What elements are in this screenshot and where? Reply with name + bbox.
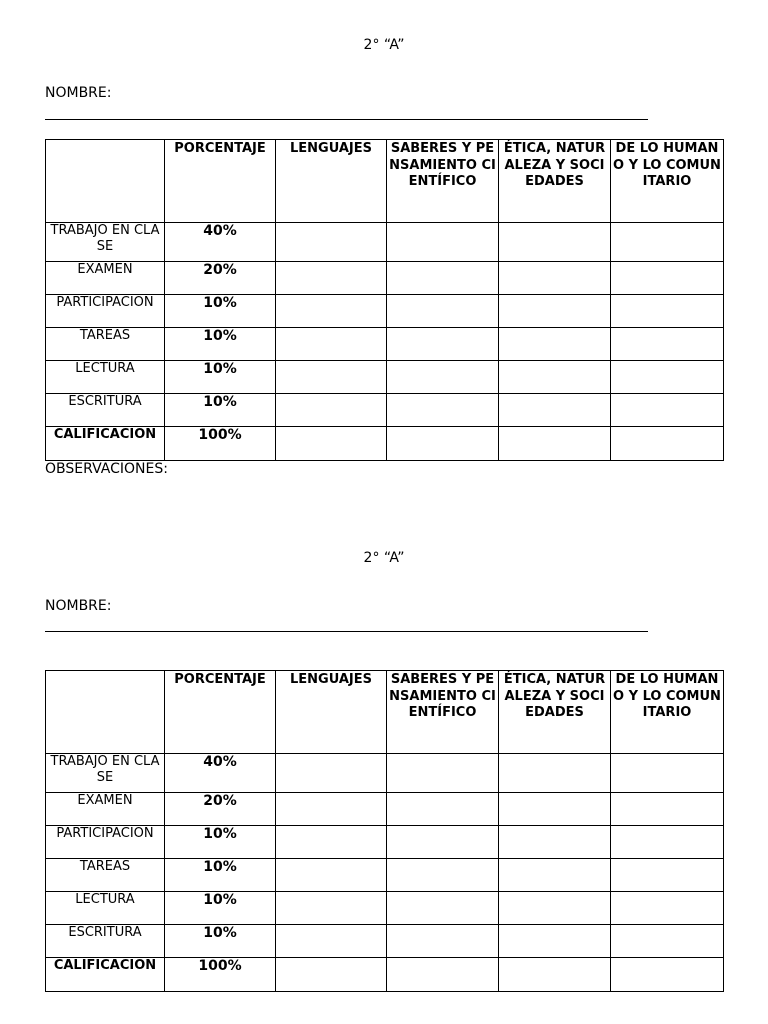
grade-cell[interactable] [276,859,387,892]
row-label: EXAMEN [46,793,165,826]
grade-cell[interactable] [499,925,611,958]
grade-cell[interactable] [276,793,387,826]
row-label: PARTICIPACIÓN [46,826,165,859]
grade-cell[interactable] [276,223,387,262]
grade-cell[interactable] [499,793,611,826]
header-porcentaje: PORCENTAJE [165,671,276,754]
nombre-line [45,119,648,120]
grade-cell[interactable] [276,754,387,793]
grade-cell[interactable] [387,361,499,394]
row-label: PARTICIPACIÓN [46,295,165,328]
grade-cell[interactable] [276,826,387,859]
grades-table [45,670,724,992]
table-row [46,892,724,925]
grade-cell[interactable] [499,427,611,461]
grade-cell[interactable] [387,793,499,826]
grade-cell[interactable] [387,754,499,793]
grade-cell[interactable] [387,295,499,328]
table-row [46,826,724,859]
header-etica: ÉTICA, NATURALEZA Y SOCIEDADES [499,140,611,223]
header-saberes: SABERES Y PENSAMIENTO CIENTÍFICO [387,140,499,223]
grade-cell[interactable] [611,223,724,262]
row-label: LECTURA [46,361,165,394]
grade-cell[interactable] [611,328,724,361]
row-label: TRABAJO EN CLASE [46,223,165,262]
grade-cell[interactable] [387,925,499,958]
table-row [46,859,724,892]
grade-cell[interactable] [499,859,611,892]
row-percentage: 40% [165,754,276,793]
row-label: LECTURA [46,892,165,925]
grade-cell[interactable] [276,328,387,361]
grade-cell[interactable] [499,826,611,859]
grade-cell[interactable] [611,361,724,394]
row-percentage: 100% [165,958,276,992]
row-label: ESCRITURA [46,925,165,958]
header-humano: DE LO HUMANO Y LO COMUNITARIO [611,671,724,754]
form-title: 2° “A” [363,550,405,566]
table-row [46,223,724,262]
grade-cell[interactable] [611,427,724,461]
nombre-line [45,631,648,632]
row-percentage: 10% [165,328,276,361]
grades-table [45,139,724,461]
grade-cell[interactable] [611,793,724,826]
grade-cell[interactable] [276,427,387,461]
grade-cell[interactable] [387,958,499,992]
row-percentage: 10% [165,925,276,958]
table-row [46,328,724,361]
grade-cell[interactable] [387,223,499,262]
table-row [46,427,724,461]
grade-cell[interactable] [276,394,387,427]
grade-cell[interactable] [387,262,499,295]
header-row [46,671,724,754]
row-percentage: 10% [165,892,276,925]
row-percentage: 100% [165,427,276,461]
grade-cell[interactable] [499,892,611,925]
grade-cell[interactable] [499,361,611,394]
form-title: 2° “A” [363,37,405,53]
header-lenguajes: LENGUAJES [276,671,387,754]
grade-cell[interactable] [611,826,724,859]
row-percentage: 10% [165,394,276,427]
header-blank [46,140,165,223]
grade-cell[interactable] [387,427,499,461]
row-percentage: 20% [165,262,276,295]
grade-cell[interactable] [387,394,499,427]
header-saberes: SABERES Y PENSAMIENTO CIENTÍFICO [387,671,499,754]
grade-cell[interactable] [499,754,611,793]
grade-cell[interactable] [611,958,724,992]
row-percentage: 40% [165,223,276,262]
row-percentage: 20% [165,793,276,826]
header-lenguajes: LENGUAJES [276,140,387,223]
row-percentage: 10% [165,859,276,892]
table-row [46,262,724,295]
grade-cell[interactable] [611,262,724,295]
row-label: TRABAJO EN CLASE [46,754,165,793]
table-row [46,361,724,394]
grade-cell[interactable] [276,892,387,925]
table-row [46,295,724,328]
nombre-label: NOMBRE: [45,598,112,614]
grade-cell[interactable] [499,394,611,427]
nombre-label: NOMBRE: [45,85,112,101]
header-porcentaje: PORCENTAJE [165,140,276,223]
table-row [46,394,724,427]
table-row [46,793,724,826]
grade-cell[interactable] [276,361,387,394]
observaciones-label: OBSERVACIONES: [45,461,168,477]
row-percentage: 10% [165,826,276,859]
grade-cell[interactable] [387,859,499,892]
table-row [46,925,724,958]
grade-cell[interactable] [611,925,724,958]
grade-cell[interactable] [611,394,724,427]
grade-cell[interactable] [387,892,499,925]
grade-cell[interactable] [276,925,387,958]
row-label: TAREAS [46,859,165,892]
row-percentage: 10% [165,361,276,394]
row-percentage: 10% [165,295,276,328]
header-humano: DE LO HUMANO Y LO COMUNITARIO [611,140,724,223]
grade-cell[interactable] [276,295,387,328]
grade-cell[interactable] [499,223,611,262]
grade-cell[interactable] [611,295,724,328]
grade-cell[interactable] [276,262,387,295]
row-label: ESCRITURA [46,394,165,427]
grade-cell[interactable] [611,892,724,925]
row-label: EXAMEN [46,262,165,295]
grade-cell[interactable] [387,826,499,859]
grade-cell[interactable] [499,328,611,361]
grade-cell[interactable] [499,295,611,328]
grade-cell[interactable] [276,958,387,992]
table-row [46,958,724,992]
grade-cell[interactable] [387,328,499,361]
grade-cell[interactable] [499,262,611,295]
grade-cell[interactable] [611,859,724,892]
row-label: CALIFICACIÓN [46,427,165,461]
header-row [46,140,724,223]
header-blank [46,671,165,754]
row-label: TAREAS [46,328,165,361]
grade-cell[interactable] [611,754,724,793]
header-etica: ÉTICA, NATURALEZA Y SOCIEDADES [499,671,611,754]
grade-cell[interactable] [499,958,611,992]
row-label: CALIFICACIÓN [46,958,165,992]
table-row [46,754,724,793]
